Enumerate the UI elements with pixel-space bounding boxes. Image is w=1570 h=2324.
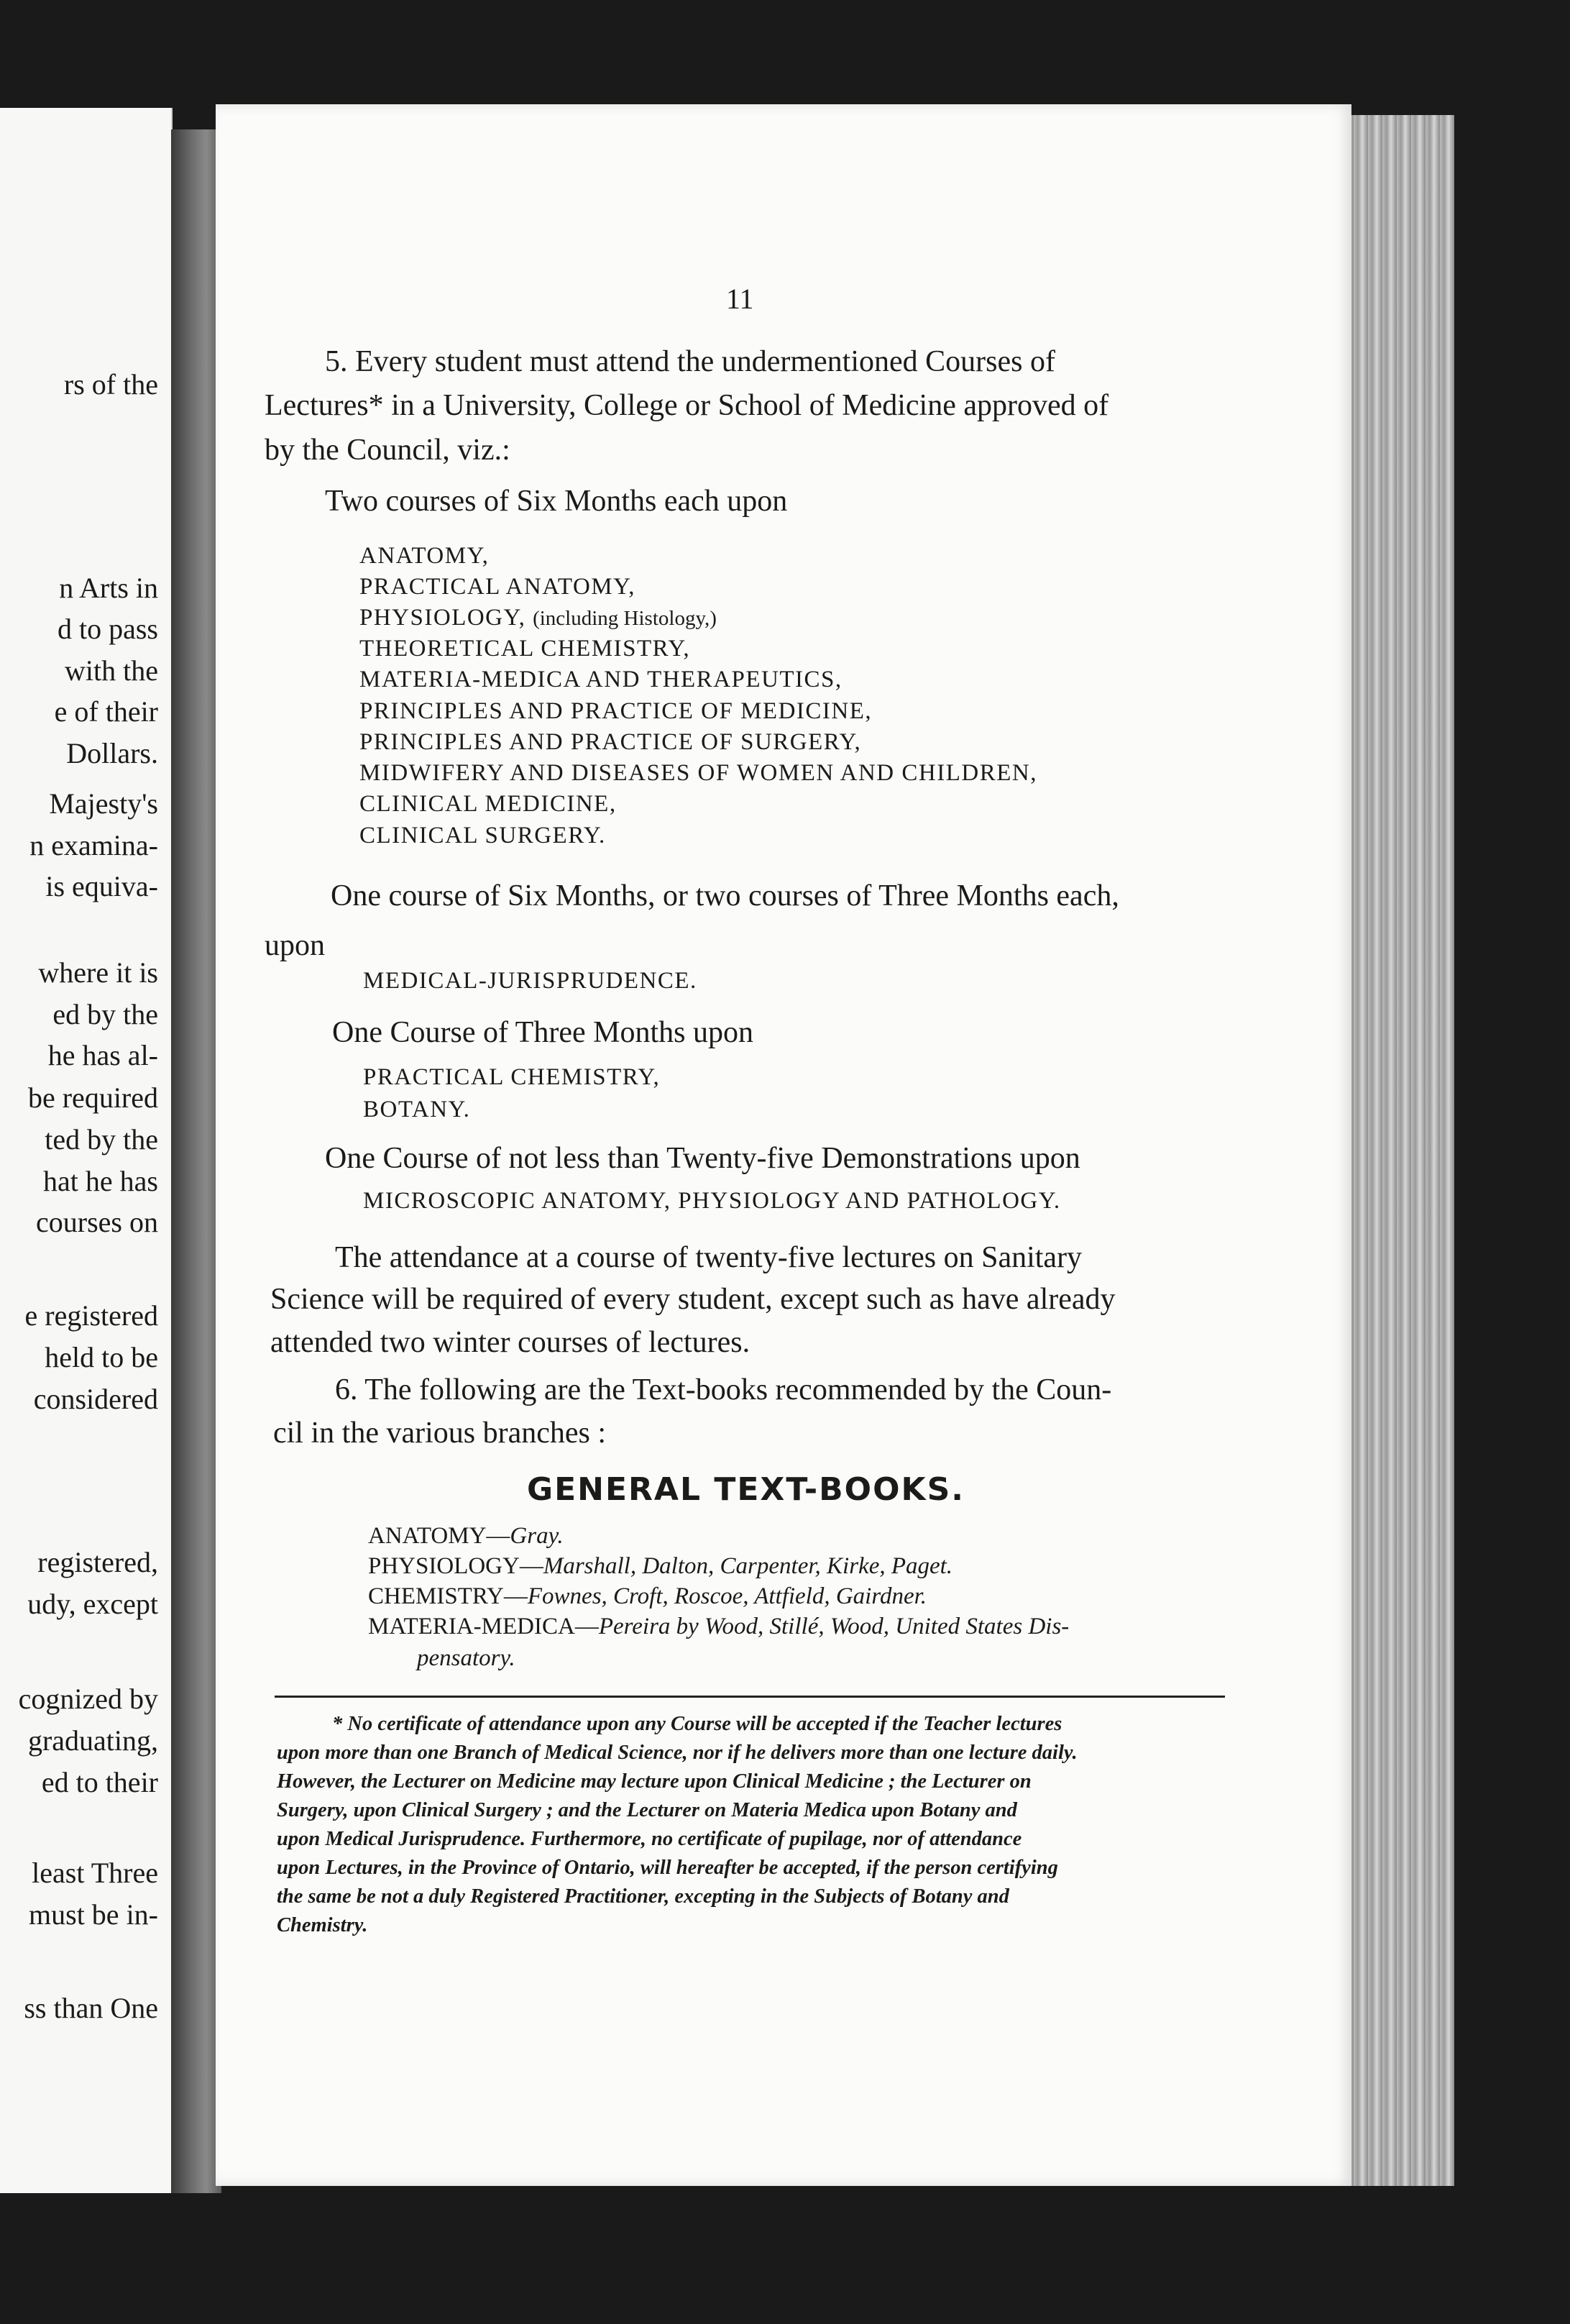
previous-page-line: e registered xyxy=(24,1299,158,1332)
page-stack-edges xyxy=(1337,115,1454,2186)
subject-line: MATERIA-MEDICA AND THERAPEUTICS, xyxy=(359,667,843,692)
footnote-rule xyxy=(275,1696,1225,1698)
three-months-intro: One Course of Three Months upon xyxy=(332,1016,753,1049)
subject-line: THEORETICAL CHEMISTRY, xyxy=(359,636,691,662)
subject-line: ANATOMY, xyxy=(359,543,490,569)
footnote-line: Chemistry. xyxy=(277,1914,368,1936)
one-course-upon: upon xyxy=(265,929,325,962)
subject-line: PHYSIOLOGY, (including Histology,) xyxy=(359,605,717,631)
footnote-line: Surgery, upon Clinical Surgery ; and the Lecturer on Materia Medica upon Botany and xyxy=(277,1799,1017,1821)
previous-page-line: must be in- xyxy=(29,1898,158,1931)
previous-page-line: registered, xyxy=(37,1546,158,1578)
previous-page-line: courses on xyxy=(36,1206,158,1238)
previous-page-line: rs of the xyxy=(63,368,158,401)
footnote-line: upon Lectures, in the Province of Ontario, will hereafter be accepted, if the person certifying xyxy=(277,1857,1058,1879)
previous-page-line: ted by the xyxy=(45,1123,158,1156)
subject-line: PRINCIPLES AND PRACTICE OF MEDICINE, xyxy=(359,698,873,724)
previous-page-line: ed to their xyxy=(41,1766,158,1798)
sanitary-line: The attendance at a course of twenty-five lectures on Sanitary xyxy=(335,1241,1083,1274)
previous-page-line: where it is xyxy=(38,956,158,989)
sanitary-line: attended two winter courses of lectures. xyxy=(270,1326,750,1359)
textbook-entry: CHEMISTRY—Fownes, Croft, Roscoe, Attfield, Gairdner. xyxy=(368,1583,927,1609)
section-5-line: 5. Every student must attend the undermentioned Courses of xyxy=(325,345,1055,378)
section-heading: GENERAL TEXT-BOOKS. xyxy=(527,1471,965,1508)
subject-line: PRACTICAL CHEMISTRY, xyxy=(363,1064,661,1090)
sanitary-line: Science will be required of every student, except such as have already xyxy=(270,1283,1116,1316)
book-gutter xyxy=(171,129,221,2193)
footnote-line: However, the Lecturer on Medicine may lecture upon Clinical Medicine ; the Lecturer on xyxy=(277,1770,1032,1793)
previous-page-line: udy, except xyxy=(27,1588,158,1620)
subject-line: PRACTICAL ANATOMY, xyxy=(359,574,635,600)
previous-page-line: cognized by xyxy=(18,1683,158,1715)
footnote-line: upon Medical Jurisprudence. Furthermore, no certificate of pupilage, nor of attendance xyxy=(277,1828,1022,1850)
previous-page-line: Dollars. xyxy=(66,737,158,769)
previous-page-line: hat he has xyxy=(43,1165,158,1197)
section-5-line: Lectures* in a University, College or School of Medicine approved of xyxy=(265,389,1109,422)
subject-line: MEDICAL-JURISPRUDENCE. xyxy=(363,968,697,994)
page-number: 11 xyxy=(726,283,754,315)
footnote-line: the same be not a duly Registered Practitioner, excepting in the Subjects of Botany and xyxy=(277,1885,1009,1908)
section-6-line: 6. The following are the Text-books recommended by the Coun- xyxy=(335,1373,1112,1406)
textbook-entry: MATERIA-MEDICA—Pereira by Wood, Stillé, Wood, United States Dis- xyxy=(368,1614,1070,1639)
subject-line: MICROSCOPIC ANATOMY, PHYSIOLOGY AND PATHOLOGY. xyxy=(363,1188,1061,1214)
footnote-line: * No certificate of attendance upon any Course will be accepted if the Teacher lectures xyxy=(332,1713,1062,1735)
previous-page-line: graduating, xyxy=(27,1724,158,1757)
subject-line: BOTANY. xyxy=(363,1097,471,1122)
two-courses-intro: Two courses of Six Months each upon xyxy=(325,485,788,518)
textbook-continuation: pensatory. xyxy=(417,1645,515,1671)
previous-page-line: Majesty's xyxy=(49,787,158,820)
demonstrations-intro: One Course of not less than Twenty-five Demonstrations upon xyxy=(325,1142,1080,1175)
previous-page-line: n examina- xyxy=(29,829,158,861)
previous-page-line: held to be xyxy=(45,1341,158,1373)
subject-line: CLINICAL MEDICINE, xyxy=(359,791,617,817)
previous-page xyxy=(0,108,173,2193)
previous-page-line: he has al- xyxy=(47,1039,158,1071)
previous-page-line: is equiva- xyxy=(45,870,158,902)
one-course-intro: One course of Six Months, or two courses of Three Months each, xyxy=(331,879,1119,912)
footnote-line: upon more than one Branch of Medical Science, nor if he delivers more than one lecture daily. xyxy=(277,1742,1078,1764)
previous-page-line: d to pass xyxy=(58,613,158,645)
textbook-entry: ANATOMY—Gray. xyxy=(368,1523,564,1549)
previous-page-line: e of their xyxy=(54,695,158,728)
previous-page-line: ed by the xyxy=(52,998,158,1030)
subject-line: PRINCIPLES AND PRACTICE OF SURGERY, xyxy=(359,729,862,755)
subject-line: MIDWIFERY AND DISEASES OF WOMEN AND CHILDREN, xyxy=(359,760,1037,786)
textbook-entry: PHYSIOLOGY—Marshall, Dalton, Carpenter, Kirke, Paget. xyxy=(368,1553,953,1579)
subject-line: CLINICAL SURGERY. xyxy=(359,823,606,848)
previous-page-line: ss than One xyxy=(24,1992,158,2024)
previous-page-line: considered xyxy=(33,1383,158,1415)
section-6-line: cil in the various branches : xyxy=(273,1417,607,1450)
section-5-line: by the Council, viz.: xyxy=(265,434,510,467)
previous-page-line: least Three xyxy=(32,1857,158,1889)
previous-page-line: with the xyxy=(65,654,158,687)
previous-page-line: n Arts in xyxy=(59,572,158,604)
physiology-note: (including Histology,) xyxy=(533,607,717,630)
previous-page-line: be required xyxy=(27,1081,158,1114)
